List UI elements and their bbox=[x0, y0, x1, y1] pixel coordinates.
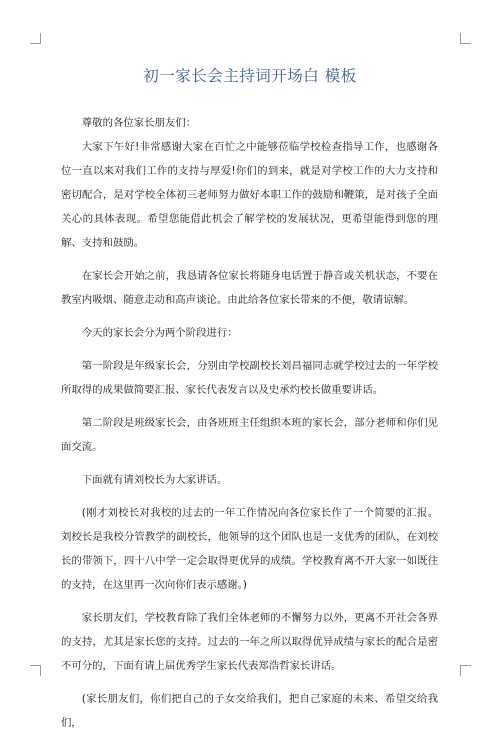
paragraph-closing-partial: (家长朋友们，你们把自己的子女交给我们，把自己家庭的未来、希望交给我们， bbox=[61, 693, 438, 729]
paragraph-agenda-intro: 今天的家长会分为两个阶段进行： bbox=[81, 327, 238, 339]
paragraph-invite-liu: 下面就有请刘校长为大家讲话。 bbox=[81, 474, 228, 486]
crop-mark-top-right bbox=[460, 33, 471, 44]
crop-mark-top-left bbox=[30, 33, 41, 44]
document-body bbox=[61, 111, 438, 744]
crop-mark-bottom-left bbox=[30, 665, 41, 676]
paragraph-phone-notice: 在家长会开始之前，我恳请各位家长将随身电话置于静音或关机状态，不要在教室内吸烟、随意走动和高声谈论。由此给各位家长带来的不便，敬请谅解。 bbox=[61, 270, 438, 306]
paragraph-salutation: 尊敬的各位家长朋友们： bbox=[81, 117, 197, 129]
paragraph-liu-summary: (刚才刘校长对我校的过去的一年工作情况向各位家长作了一个简要的汇报。刘校长是我校分管教学的副校长，他领导的这个团队也是一支优秀的团队，在刘校长的带领下，四十八中学一定会取得更优异的成绩。学校教育离不开大家一如既往的支持，在这里再一次向你们表示感谢。) bbox=[61, 507, 438, 591]
document-title: 初一家长会主持词开场白 模板 bbox=[143, 67, 357, 85]
crop-mark-bottom-right bbox=[460, 665, 471, 676]
paragraph-parent-support: 家长朋友们，学校教育除了我们全体老师的不懈努力以外，更离不开社会各界的支持，尤其是家长您的支持。过去的一年之所以取得优异成绩与家长的配合是密不可分的，下面有请上届优秀学生家长代表郑浩哲家长讲话。 bbox=[61, 612, 438, 672]
paragraph-greeting: 大家下午好!非常感谢大家在百忙之中能够莅临学校检查指导工作，也感谢各位一直以来对我们工作的支持与厚爱!你们的到来，就是对学校工作的大力支持和密切配合，是对学校全体初三老师努力做好本职工作的鼓励和鞭策，是对孩子全面关心的具体表现。希望您能借此机会了解学校的发展状况，更希望能得到您的理解、支持和鼓励。 bbox=[61, 141, 438, 249]
paragraph-stage-two: 第二阶段是班级家长会，由各班班主任组织本班的家长会，部分老师和你们见面交流。 bbox=[61, 417, 438, 453]
paragraph-stage-one: 第一阶段是年级家长会，分别由学校副校长刘昌福同志就学校过去的一年学校所取得的成果做简要汇报、家长代表发言以及史承灼校长做重要讲话。 bbox=[61, 360, 438, 396]
